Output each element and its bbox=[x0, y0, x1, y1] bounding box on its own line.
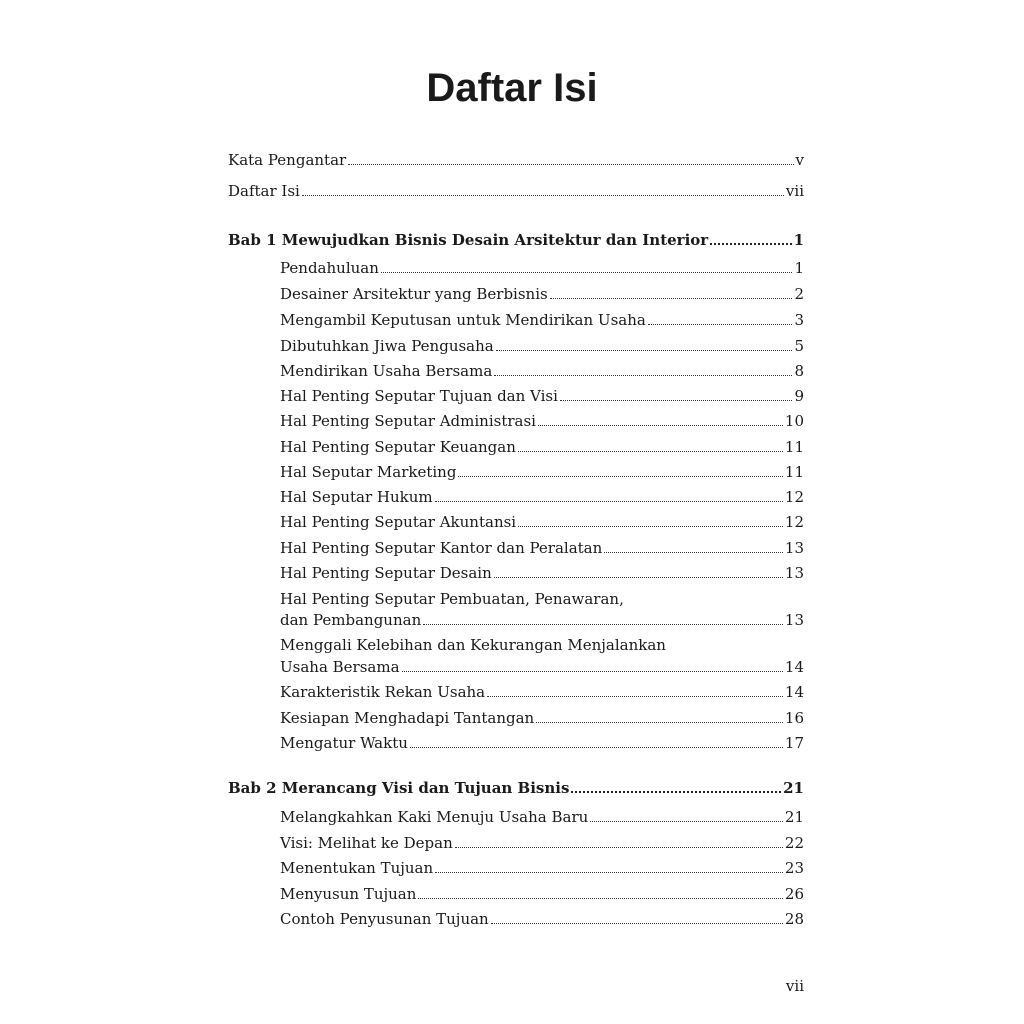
toc-entry-page: 21 bbox=[784, 808, 804, 826]
toc-entry-line1: Menggali Kelebihan dan Kekurangan Menjalankan bbox=[280, 636, 666, 654]
toc-chapter-label: Bab 2 Merancang Visi dan Tujuan Bisnis bbox=[228, 779, 570, 797]
toc-entry-label: Melangkahkan Kaki Menuju Usaha Baru bbox=[280, 808, 589, 826]
toc-entry[interactable] bbox=[280, 858, 804, 878]
toc-entry-label: Menyusun Tujuan bbox=[280, 885, 417, 903]
page-title: Daftar Isi bbox=[426, 66, 598, 110]
leader-dots bbox=[538, 424, 783, 426]
toc-entry[interactable] bbox=[280, 462, 804, 482]
leader-dots bbox=[550, 297, 793, 299]
toc-entry[interactable] bbox=[280, 610, 804, 630]
toc-entry-page: 14 bbox=[784, 683, 804, 701]
toc-entry[interactable] bbox=[280, 909, 804, 929]
toc-entry-kata-pengantar[interactable] bbox=[228, 150, 804, 170]
toc-entry-label: Menentukan Tujuan bbox=[280, 859, 434, 877]
toc-entry-label: Hal Penting Seputar Administrasi bbox=[280, 412, 536, 430]
leader-dots bbox=[402, 670, 783, 672]
toc-entry-page: 13 bbox=[784, 564, 804, 582]
leader-dots bbox=[518, 525, 783, 527]
leader-dots bbox=[455, 846, 783, 848]
toc-entry-daftar-isi[interactable] bbox=[228, 181, 804, 201]
toc-entry-label: Mengambil Keputusan untuk Mendirikan Usaha bbox=[280, 311, 646, 329]
toc-entry-page: 8 bbox=[794, 362, 804, 380]
toc-entry[interactable] bbox=[280, 733, 804, 753]
toc-entry-label: Hal Penting Seputar Akuntansi bbox=[280, 513, 517, 531]
toc-entry[interactable] bbox=[280, 807, 804, 827]
leader-dots bbox=[590, 820, 783, 822]
leader-dots bbox=[381, 271, 793, 273]
toc-chapter-label: Bab 1 Mewujudkan Bisnis Desain Arsitektur dan Interior bbox=[228, 231, 709, 249]
toc-entry[interactable] bbox=[280, 310, 804, 330]
toc-entry[interactable] bbox=[280, 563, 804, 583]
toc-entry-label: Visi: Melihat ke Depan bbox=[280, 834, 453, 852]
toc-entry[interactable] bbox=[280, 657, 804, 677]
toc-entry-label: Hal Penting Seputar Desain bbox=[280, 564, 492, 582]
toc-entry-label: Karakteristik Rekan Usaha bbox=[280, 683, 486, 701]
toc-entry-page: 22 bbox=[784, 834, 804, 852]
toc-entry-label: Mengatur Waktu bbox=[280, 734, 408, 752]
toc-entry-page: 14 bbox=[784, 658, 804, 676]
toc-entry[interactable] bbox=[280, 437, 804, 457]
toc-entry-page: 11 bbox=[784, 438, 804, 456]
leader-dots bbox=[518, 450, 783, 452]
toc-entry[interactable] bbox=[280, 833, 804, 853]
toc-entry-page: 17 bbox=[784, 734, 804, 752]
toc-entry-page: 11 bbox=[784, 463, 804, 481]
leader-dots bbox=[604, 551, 783, 553]
leader-dots bbox=[648, 323, 793, 325]
toc-entry[interactable] bbox=[280, 512, 804, 532]
toc-entry-page: 5 bbox=[794, 337, 804, 355]
toc-entry-label: Daftar Isi bbox=[228, 182, 300, 200]
leader-dots bbox=[487, 695, 783, 697]
leader-dots bbox=[571, 790, 781, 793]
toc-entry-page: 12 bbox=[784, 513, 804, 531]
toc-entry-page: 1 bbox=[794, 259, 804, 277]
toc-entry[interactable] bbox=[280, 708, 804, 728]
toc-entry-page: 26 bbox=[784, 885, 804, 903]
leader-dots bbox=[435, 871, 783, 873]
toc-chapter-bab-2[interactable] bbox=[228, 778, 804, 798]
toc-entry-page: 13 bbox=[784, 611, 804, 629]
footer-page-number: vii bbox=[785, 977, 804, 995]
toc-entry-page: 3 bbox=[794, 311, 804, 329]
leader-dots bbox=[348, 163, 793, 165]
toc-entry-page: v bbox=[795, 151, 804, 169]
toc-entry-label: Hal Seputar Hukum bbox=[280, 488, 433, 506]
toc-entry[interactable] bbox=[280, 487, 804, 507]
leader-dots bbox=[410, 746, 783, 748]
toc-entry[interactable] bbox=[280, 411, 804, 431]
toc-entry[interactable] bbox=[280, 682, 804, 702]
leader-dots bbox=[435, 500, 783, 502]
toc-entry-line1: Hal Penting Seputar Pembuatan, Penawaran, bbox=[280, 590, 624, 608]
leader-dots bbox=[491, 922, 783, 924]
toc-entry-label: Desainer Arsitektur yang Berbisnis bbox=[280, 285, 548, 303]
toc-entry-page: 13 bbox=[784, 539, 804, 557]
toc-entry[interactable] bbox=[280, 336, 804, 356]
leader-dots bbox=[560, 399, 793, 401]
leader-dots bbox=[536, 721, 783, 723]
toc-entry-page: 10 bbox=[784, 412, 804, 430]
toc-entry-label: Hal Penting Seputar Kantor dan Peralatan bbox=[280, 539, 603, 557]
toc-entry-label: Hal Seputar Marketing bbox=[280, 463, 457, 481]
toc-entry-label: dan Pembangunan bbox=[280, 611, 422, 629]
toc-entry[interactable] bbox=[280, 386, 804, 406]
toc-entry[interactable] bbox=[280, 284, 804, 304]
leader-dots bbox=[710, 242, 791, 245]
toc-entry-page: 23 bbox=[784, 859, 804, 877]
toc-entry-page: 16 bbox=[784, 709, 804, 727]
toc-entry-label: Usaha Bersama bbox=[280, 658, 400, 676]
leader-dots bbox=[418, 897, 783, 899]
toc-entry-page: 2 bbox=[794, 285, 804, 303]
leader-dots bbox=[496, 349, 793, 351]
toc-entry-label: Mendirikan Usaha Bersama bbox=[280, 362, 493, 380]
leader-dots bbox=[458, 475, 782, 477]
toc-entry-page: 9 bbox=[794, 387, 804, 405]
toc-entry[interactable] bbox=[280, 361, 804, 381]
toc-entry-label: Hal Penting Seputar Tujuan dan Visi bbox=[280, 387, 558, 405]
toc-entry-label: Kata Pengantar bbox=[228, 151, 347, 169]
toc-entry[interactable] bbox=[280, 258, 804, 278]
toc-entry-page: vii bbox=[785, 182, 804, 200]
toc-entry[interactable] bbox=[280, 538, 804, 558]
toc-chapter-page: 21 bbox=[783, 779, 804, 797]
toc-entry-page: 28 bbox=[784, 910, 804, 928]
toc-entry-label: Dibutuhkan Jiwa Pengusaha bbox=[280, 337, 494, 355]
leader-dots bbox=[494, 576, 783, 578]
toc-chapter-bab-1[interactable] bbox=[228, 230, 804, 250]
toc-entry-label: Contoh Penyusunan Tujuan bbox=[280, 910, 489, 928]
leader-dots bbox=[423, 623, 783, 625]
toc-entry-label: Pendahuluan bbox=[280, 259, 379, 277]
leader-dots bbox=[494, 374, 792, 376]
toc-chapter-page: 1 bbox=[793, 231, 804, 249]
toc-entry[interactable] bbox=[280, 884, 804, 904]
toc-entry-label: Hal Penting Seputar Keuangan bbox=[280, 438, 516, 456]
toc-entry-label: Kesiapan Menghadapi Tantangan bbox=[280, 709, 535, 727]
leader-dots bbox=[302, 194, 784, 196]
toc-entry-page: 12 bbox=[784, 488, 804, 506]
